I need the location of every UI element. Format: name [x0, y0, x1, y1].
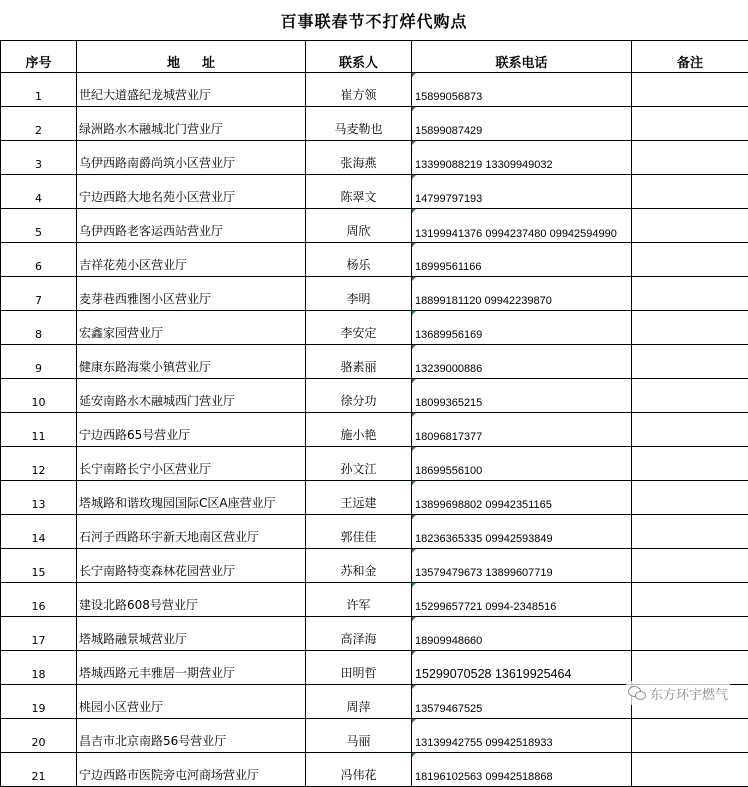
cell-contact: 骆素丽 — [306, 345, 412, 379]
cell-num: 16 — [1, 583, 77, 617]
cell-note — [632, 243, 748, 277]
cell-note — [632, 447, 748, 481]
cell-note — [632, 583, 748, 617]
cell-address: 昌吉市北京南路56号营业厅 — [77, 719, 306, 753]
cell-phone: 15299657721 0994-2348516 — [412, 583, 632, 617]
cell-phone: 18699556100 — [412, 447, 632, 481]
cell-num: 20 — [1, 719, 77, 753]
cell-num: 11 — [1, 413, 77, 447]
cell-address: 宁边西路大地名苑小区营业厅 — [77, 175, 306, 209]
cell-contact: 周欣 — [306, 209, 412, 243]
cell-num: 5 — [1, 209, 77, 243]
table-row — [1, 73, 748, 107]
cell-address: 乌伊西路老客运西站营业厅 — [77, 209, 306, 243]
cell-contact: 郭佳佳 — [306, 515, 412, 549]
table-row — [1, 413, 748, 447]
cell-phone: 18999561166 — [412, 243, 632, 277]
cell-phone: 15899056873 — [412, 73, 632, 107]
table-row — [1, 549, 748, 583]
cell-note — [632, 107, 748, 141]
table-row — [1, 447, 748, 481]
cell-address: 宁边西路65号营业厅 — [77, 413, 306, 447]
cell-note — [632, 481, 748, 515]
table-row — [1, 379, 748, 413]
cell-phone: 15299070528 13619925464 — [412, 651, 632, 685]
cell-note — [632, 277, 748, 311]
cell-note — [632, 515, 748, 549]
cell-address: 乌伊西路南爵尚筑小区营业厅 — [77, 141, 306, 175]
cell-contact: 苏和金 — [306, 549, 412, 583]
cell-address: 塔城西路元丰雅居一期营业厅 — [77, 651, 306, 685]
table-row — [1, 243, 748, 277]
cell-address: 塔城路融景城营业厅 — [77, 617, 306, 651]
cell-address: 建设北路608号营业厅 — [77, 583, 306, 617]
cell-contact: 李明 — [306, 277, 412, 311]
watermark — [626, 681, 730, 705]
cell-phone: 13899698802 09942351165 — [412, 481, 632, 515]
cell-note — [632, 379, 748, 413]
cell-contact: 田明哲 — [306, 651, 412, 685]
table-row — [1, 175, 748, 209]
table-row — [1, 107, 748, 141]
cell-address: 塔城路和谐玫瑰园国际C区A座营业厅 — [77, 481, 306, 515]
cell-contact: 周萍 — [306, 685, 412, 719]
cell-address: 延安南路水木融城西门营业厅 — [77, 379, 306, 413]
cell-contact: 冯伟花 — [306, 753, 412, 787]
cell-note — [632, 209, 748, 243]
table-row — [1, 481, 748, 515]
cell-num: 1 — [1, 73, 77, 107]
cell-note — [632, 413, 748, 447]
cell-num: 12 — [1, 447, 77, 481]
cell-contact: 崔方领 — [306, 73, 412, 107]
purchase-point-table — [0, 40, 748, 787]
header-num: 序号 — [1, 41, 77, 73]
cell-num: 21 — [1, 753, 77, 787]
cell-note — [632, 651, 748, 685]
cell-num: 2 — [1, 107, 77, 141]
cell-num: 19 — [1, 685, 77, 719]
table-row — [1, 583, 748, 617]
cell-phone: 13689956169 — [412, 311, 632, 345]
cell-address: 绿洲路水木融城北门营业厅 — [77, 107, 306, 141]
cell-phone: 18196102563 09942518868 — [412, 753, 632, 787]
cell-address: 宏鑫家园营业厅 — [77, 311, 306, 345]
cell-note — [632, 617, 748, 651]
cell-num: 13 — [1, 481, 77, 515]
header-row — [1, 41, 748, 73]
cell-contact: 徐分功 — [306, 379, 412, 413]
cell-address: 长宁南路特变森林花园营业厅 — [77, 549, 306, 583]
cell-contact: 高泽海 — [306, 617, 412, 651]
cell-phone: 15899087429 — [412, 107, 632, 141]
cell-contact: 许军 — [306, 583, 412, 617]
cell-contact: 孙文江 — [306, 447, 412, 481]
table-row — [1, 141, 748, 175]
cell-note — [632, 549, 748, 583]
cell-num: 3 — [1, 141, 77, 175]
cell-contact: 李安定 — [306, 311, 412, 345]
cell-note — [632, 311, 748, 345]
cell-phone: 13579467525 — [412, 685, 632, 719]
cell-note — [632, 73, 748, 107]
cell-phone: 13239000886 — [412, 345, 632, 379]
cell-phone: 14799797193 — [412, 175, 632, 209]
cell-note — [632, 141, 748, 175]
header-phone: 联系电话 — [412, 41, 632, 73]
cell-phone: 18909948660 — [412, 617, 632, 651]
table-row — [1, 345, 748, 379]
cell-address: 世纪大道盛纪龙城营业厅 — [77, 73, 306, 107]
table-row — [1, 277, 748, 311]
table-row — [1, 515, 748, 549]
cell-address: 宁边西路市医院旁屯河商场营业厅 — [77, 753, 306, 787]
cell-phone: 13199941376 0994237480 09942594990 — [412, 209, 632, 243]
cell-contact: 杨乐 — [306, 243, 412, 277]
cell-num: 7 — [1, 277, 77, 311]
header-note: 备注 — [632, 41, 748, 73]
cell-num: 18 — [1, 651, 77, 685]
table-row — [1, 311, 748, 345]
cell-num: 17 — [1, 617, 77, 651]
cell-contact: 施小艳 — [306, 413, 412, 447]
cell-contact: 马麦勒也 — [306, 107, 412, 141]
cell-contact: 陈翠文 — [306, 175, 412, 209]
table-row — [1, 617, 748, 651]
header-address-right: 址 — [202, 56, 215, 71]
cell-phone: 13579479673 13899607719 — [412, 549, 632, 583]
cell-num: 6 — [1, 243, 77, 277]
wechat-icon — [628, 685, 646, 701]
cell-phone: 13399088219 13309949032 — [412, 141, 632, 175]
cell-address: 石河子西路环宇新天地南区营业厅 — [77, 515, 306, 549]
cell-address: 吉祥花苑小区营业厅 — [77, 243, 306, 277]
table-row — [1, 209, 748, 243]
watermark-text: 东方环宇燃气 — [650, 684, 728, 703]
table-row — [1, 651, 748, 685]
cell-address: 长宁南路长宁小区营业厅 — [77, 447, 306, 481]
cell-phone: 18899181120 09942239870 — [412, 277, 632, 311]
cell-address: 桃园小区营业厅 — [77, 685, 306, 719]
header-contact: 联系人 — [306, 41, 412, 73]
cell-note — [632, 345, 748, 379]
cell-phone: 18096817377 — [412, 413, 632, 447]
cell-note — [632, 175, 748, 209]
sheet-title: 百事联春节不打烊代购点 — [0, 0, 748, 40]
cell-contact: 马丽 — [306, 719, 412, 753]
cell-phone: 18236365335 09942593849 — [412, 515, 632, 549]
header-address-left: 地 — [167, 56, 202, 71]
cell-note — [632, 753, 748, 787]
cell-num: 10 — [1, 379, 77, 413]
cell-num: 4 — [1, 175, 77, 209]
cell-address: 麦芽巷西雅图小区营业厅 — [77, 277, 306, 311]
cell-num: 9 — [1, 345, 77, 379]
cell-num: 14 — [1, 515, 77, 549]
cell-phone: 13139942755 09942518933 — [412, 719, 632, 753]
cell-contact: 张海燕 — [306, 141, 412, 175]
table-row — [1, 753, 748, 787]
cell-num: 15 — [1, 549, 77, 583]
header-address — [77, 41, 306, 73]
cell-phone: 18099365215 — [412, 379, 632, 413]
cell-num: 8 — [1, 311, 77, 345]
cell-contact: 王远建 — [306, 481, 412, 515]
cell-address: 健康东路海棠小镇营业厅 — [77, 345, 306, 379]
